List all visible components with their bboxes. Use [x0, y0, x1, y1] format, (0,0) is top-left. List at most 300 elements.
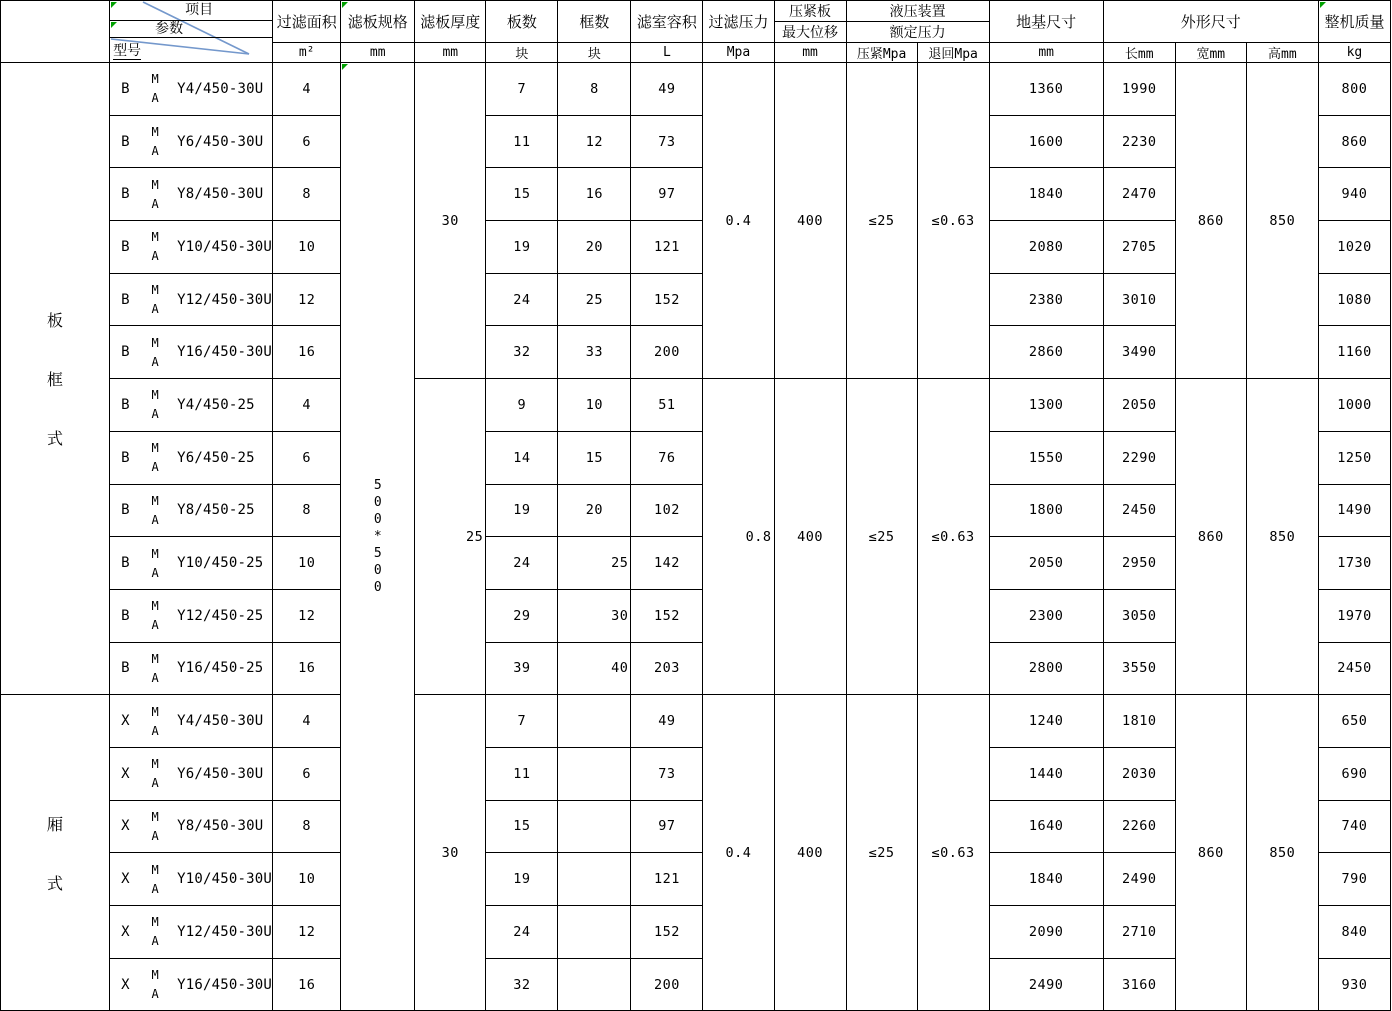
header-filter-area [273, 1, 341, 43]
model-stack-bottom: A [151, 91, 159, 106]
model-cell [110, 642, 273, 695]
frame-count-cell [558, 326, 631, 379]
model-stack-bottom: A [151, 460, 159, 475]
length-cell [1103, 747, 1175, 800]
unit-plate-spec [341, 43, 415, 63]
model-name: Y4/450-30U [177, 80, 264, 97]
weight-cell [1318, 800, 1390, 853]
model-prefix: B [121, 502, 130, 519]
chamber-volume-cell-value: 49 [658, 713, 676, 730]
length-cell-value: 2710 [1121, 923, 1157, 940]
length-cell [1103, 63, 1175, 116]
foundation-cell-value: 1300 [1028, 396, 1064, 413]
foundation-cell-value: 1640 [1028, 818, 1064, 835]
model-name: Y4/450-25 [177, 396, 255, 413]
unit-weight [1318, 43, 1390, 63]
frame-count-cell-value: 25 [585, 291, 604, 308]
weight-cell [1318, 431, 1390, 484]
plate-count-cell-value: 15 [513, 818, 531, 835]
unit-return-rated-latin: Mpa [954, 47, 978, 62]
length-cell-value: 1810 [1121, 713, 1157, 730]
header-plate-spec-text: 滤板规格 [347, 13, 408, 31]
header-hydraulic [846, 1, 989, 22]
unit-filter-area [273, 43, 341, 63]
filter-area-cell-value: 8 [302, 502, 312, 519]
chamber-volume-cell [631, 800, 703, 853]
frame-count-cell [558, 379, 631, 432]
foundation-cell [989, 800, 1103, 853]
model-stack-bottom: A [151, 302, 159, 317]
plate-count-cell-value: 11 [513, 765, 531, 782]
category-label: 板 框 式 [47, 311, 64, 449]
height-cell [1246, 695, 1318, 1011]
model-prefix: B [121, 238, 130, 255]
model-prefix: B [121, 186, 130, 203]
length-cell-value: 2490 [1121, 871, 1157, 888]
foundation-cell [989, 326, 1103, 379]
foundation-cell-value: 2490 [1028, 976, 1064, 993]
header-frame-count [558, 1, 631, 43]
frame-count-cell [558, 221, 631, 274]
plate-count-cell-value: 11 [513, 133, 531, 150]
plate-count-cell [486, 431, 558, 484]
model-prefix: X [121, 923, 130, 940]
unit-press-rated-latin: Mpa [882, 47, 907, 62]
chamber-volume-cell [631, 642, 703, 695]
length-cell-value: 3160 [1121, 976, 1157, 993]
model-name: Y10/450-30U [177, 238, 272, 255]
header-rated-pressure-text: 额定压力 [889, 25, 946, 41]
frame-count-cell-value: 8 [590, 80, 599, 97]
model-prefix: X [121, 765, 130, 782]
weight-cell-value: 1020 [1337, 238, 1372, 255]
width-cell-value: 860 [1197, 844, 1224, 861]
model-prefix: B [121, 291, 130, 308]
weight-cell-value: 740 [1341, 818, 1368, 835]
unit-width-cjk: 宽 [1196, 47, 1210, 62]
header-rated-pressure [846, 22, 989, 43]
model-stack-top: M [151, 283, 159, 298]
plate-count-cell-value: 7 [517, 713, 527, 730]
weight-cell [1318, 379, 1390, 432]
weight-cell-value: 650 [1341, 713, 1368, 730]
foundation-cell [989, 431, 1103, 484]
press-rated-cell [846, 695, 917, 1011]
weight-cell-value: 840 [1341, 923, 1368, 940]
plate-thickness-cell [415, 379, 486, 695]
header-plate-count [486, 1, 558, 43]
width-cell [1175, 63, 1246, 379]
unit-length-mm: mm [1137, 47, 1154, 62]
max-displacement-cell [774, 63, 846, 379]
unit-press-rated-cjk: 压紧 [856, 47, 883, 62]
chamber-volume-cell-value: 121 [653, 871, 680, 888]
filter-area-cell [273, 958, 341, 1011]
unit-height-cjk: 高 [1268, 47, 1282, 62]
foundation-cell-value: 1840 [1028, 871, 1064, 888]
header-filter-pressure-text: 过滤压力 [708, 13, 769, 31]
model-stack-top: M [151, 335, 159, 350]
unit-return-rated-cjk: 退回 [928, 47, 955, 62]
weight-cell-value: 1730 [1337, 555, 1372, 572]
filter-area-cell [273, 537, 341, 590]
unit-filter-pressure [703, 43, 774, 63]
return-rated-cell [917, 63, 989, 379]
length-cell-value: 2030 [1121, 765, 1157, 782]
width-cell-value: 860 [1197, 212, 1224, 229]
max-displacement-cell [774, 379, 846, 695]
frame-count-cell [558, 695, 631, 748]
model-stack-bottom: A [151, 407, 159, 422]
header-filter-area-text: 过滤面积 [276, 13, 337, 31]
model-cell [110, 853, 273, 906]
model-stack [145, 600, 165, 631]
width-cell-value: 860 [1197, 528, 1224, 545]
plate-count-cell [486, 589, 558, 642]
corner-label-project-text: 项目 [185, 2, 214, 18]
unit-width [1175, 43, 1246, 63]
filter-area-cell-value: 4 [302, 713, 312, 730]
length-cell [1103, 431, 1175, 484]
foundation-cell [989, 115, 1103, 168]
frame-count-cell [558, 958, 631, 1011]
model-name: Y6/450-25 [177, 449, 255, 466]
foundation-cell-value: 1240 [1028, 713, 1064, 730]
weight-cell [1318, 958, 1390, 1011]
frame-count-cell [558, 853, 631, 906]
plate-thickness-cell-value: 25 [466, 528, 484, 545]
length-cell [1103, 695, 1175, 748]
filter-area-cell-value: 6 [302, 133, 312, 150]
length-cell [1103, 589, 1175, 642]
press-rated-cell-value: ≤25 [868, 212, 895, 229]
foundation-cell-value: 2860 [1028, 344, 1064, 361]
filter-area-cell [273, 853, 341, 906]
plate-count-cell [486, 695, 558, 748]
plate-count-cell [486, 326, 558, 379]
unit-foundation [989, 43, 1103, 63]
plate-count-cell-value: 29 [513, 607, 531, 624]
frame-count-cell-value: 25 [611, 555, 629, 572]
model-prefix: X [121, 871, 130, 888]
press-rated-cell [846, 63, 917, 379]
model-stack-top: M [151, 546, 159, 561]
weight-cell [1318, 115, 1390, 168]
plate-thickness-cell [415, 63, 486, 379]
model-cell [110, 431, 273, 484]
foundation-cell-value: 2090 [1028, 923, 1064, 940]
plate-count-cell [486, 642, 558, 695]
foundation-cell-value: 2080 [1028, 238, 1064, 255]
chamber-volume-cell-value: 73 [658, 133, 676, 150]
weight-cell-value: 1080 [1337, 291, 1372, 308]
header-overall [1103, 1, 1318, 43]
return-rated-cell [917, 379, 989, 695]
filter-area-cell-value: 8 [302, 818, 312, 835]
weight-cell-value: 1490 [1337, 502, 1372, 519]
chamber-volume-cell-value: 97 [658, 818, 676, 835]
filter-area-cell-value: 10 [298, 871, 316, 888]
plate-count-cell-value: 9 [517, 396, 527, 413]
height-cell [1246, 379, 1318, 695]
model-stack-top: M [151, 599, 159, 614]
model-cell [110, 958, 273, 1011]
chamber-volume-cell-value: 102 [653, 502, 680, 519]
plate-thickness-cell-value: 30 [441, 212, 459, 229]
model-prefix: B [121, 555, 130, 572]
chamber-volume-cell-value: 142 [653, 555, 680, 572]
plate-count-cell [486, 168, 558, 221]
foundation-cell [989, 747, 1103, 800]
model-stack [145, 653, 165, 684]
model-stack-bottom: A [151, 934, 159, 949]
header-plate-spec [341, 1, 415, 43]
header-weight-text: 整机质量 [1324, 13, 1385, 31]
category-cell-plate-frame [1, 63, 110, 695]
weight-cell [1318, 642, 1390, 695]
model-stack [145, 706, 165, 737]
frame-count-cell-value: 40 [611, 660, 629, 677]
model-stack [145, 284, 165, 315]
chamber-volume-cell-value: 121 [653, 238, 680, 255]
return-rated-cell-value: ≤0.63 [931, 528, 975, 545]
model-stack-top: M [151, 915, 159, 930]
filter-area-cell-value: 16 [298, 976, 316, 993]
length-cell [1103, 853, 1175, 906]
model-prefix: B [121, 660, 130, 677]
filter-area-cell [273, 221, 341, 274]
filter-area-cell-value: 12 [298, 291, 316, 308]
header-foundation-text: 地基尺寸 [1016, 13, 1077, 31]
plate-count-cell [486, 221, 558, 274]
filter-area-cell-value: 10 [298, 555, 316, 572]
model-stack-top: M [151, 493, 159, 508]
model-cell [110, 168, 273, 221]
filter-area-cell-value: 6 [302, 449, 312, 466]
model-cell [110, 906, 273, 959]
foundation-cell [989, 537, 1103, 590]
model-stack [145, 758, 165, 789]
filter-area-cell [273, 326, 341, 379]
frame-count-cell-value: 16 [585, 186, 604, 203]
weight-cell [1318, 589, 1390, 642]
foundation-cell-value: 2800 [1028, 660, 1064, 677]
frame-count-cell [558, 589, 631, 642]
max-displacement-cell-value: 400 [797, 212, 823, 229]
weight-cell [1318, 747, 1390, 800]
chamber-volume-cell [631, 115, 703, 168]
length-cell [1103, 906, 1175, 959]
weight-cell-value: 800 [1341, 80, 1368, 97]
return-rated-cell [917, 695, 989, 1011]
model-stack [145, 548, 165, 579]
model-stack [145, 495, 165, 526]
length-cell [1103, 484, 1175, 537]
foundation-cell-value: 1550 [1028, 449, 1064, 466]
model-prefix: B [121, 344, 130, 361]
header-press-plate-text: 压紧板 [789, 4, 832, 20]
foundation-cell [989, 273, 1103, 326]
header-max-displacement [774, 22, 846, 43]
chamber-volume-cell-value: 203 [653, 660, 680, 677]
foundation-cell-value: 2050 [1028, 555, 1064, 572]
model-stack-bottom: A [151, 776, 159, 791]
filter-pressure-cell-value: 0.4 [725, 212, 752, 229]
chamber-volume-cell [631, 906, 703, 959]
foundation-cell [989, 484, 1103, 537]
corner-label-parameter [110, 21, 272, 38]
foundation-cell-value: 1600 [1028, 133, 1064, 150]
plate-count-cell-value: 19 [513, 238, 531, 255]
foundation-cell-value: 1360 [1028, 80, 1064, 97]
frame-count-cell [558, 168, 631, 221]
model-stack [145, 337, 165, 368]
weight-cell [1318, 326, 1390, 379]
length-cell [1103, 273, 1175, 326]
press-rated-cell-value: ≤25 [868, 528, 895, 545]
unit-frame-count [558, 43, 631, 63]
error-indicator-icon [342, 64, 348, 70]
plate-count-cell-value: 32 [513, 344, 531, 361]
unit-foundation-text: mm [1038, 45, 1054, 60]
foundation-cell-value: 1440 [1028, 765, 1064, 782]
filter-area-cell [273, 431, 341, 484]
model-stack [145, 864, 165, 895]
length-cell-value: 2260 [1121, 818, 1157, 835]
weight-cell-value: 1000 [1337, 396, 1372, 413]
foundation-cell [989, 589, 1103, 642]
width-cell [1175, 379, 1246, 695]
model-stack-bottom: A [151, 618, 159, 633]
model-stack [145, 389, 165, 420]
plate-count-cell [486, 115, 558, 168]
length-cell-value: 2230 [1121, 133, 1157, 150]
weight-cell-value: 930 [1341, 976, 1368, 993]
weight-cell-value: 940 [1341, 186, 1368, 203]
filter-area-cell-value: 16 [298, 344, 316, 361]
weight-cell [1318, 853, 1390, 906]
model-stack-bottom: A [151, 196, 159, 211]
header-weight [1318, 1, 1390, 43]
corner-label-project [110, 1, 272, 21]
weight-cell [1318, 484, 1390, 537]
length-cell-value: 3550 [1121, 660, 1157, 677]
foundation-cell [989, 853, 1103, 906]
height-cell-value: 850 [1269, 844, 1296, 861]
unit-filter-pressure-text: Mpa [726, 45, 751, 60]
model-name: Y12/450-30U [177, 291, 272, 308]
model-cell [110, 63, 273, 116]
chamber-volume-cell-value: 73 [658, 765, 676, 782]
filter-area-cell [273, 589, 341, 642]
unit-plate-count [486, 43, 558, 63]
max-displacement-cell-value: 400 [797, 528, 823, 545]
length-cell-value: 3490 [1121, 344, 1157, 361]
model-name: Y16/450-30U [177, 976, 272, 993]
weight-cell [1318, 537, 1390, 590]
model-cell [110, 747, 273, 800]
header-max-displacement-text: 最大位移 [782, 25, 839, 41]
filter-area-cell-value: 4 [302, 396, 312, 413]
foundation-cell-value: 1800 [1028, 502, 1064, 519]
filter-area-cell [273, 747, 341, 800]
model-stack-bottom: A [151, 354, 159, 369]
model-prefix: B [121, 133, 130, 150]
model-cell [110, 589, 273, 642]
model-name: Y8/450-30U [177, 818, 264, 835]
weight-cell-value: 2450 [1337, 660, 1372, 677]
unit-length [1103, 43, 1175, 63]
model-stack-top: M [151, 441, 159, 456]
filter-area-cell [273, 642, 341, 695]
model-prefix: X [121, 976, 130, 993]
model-stack-top: M [151, 177, 159, 192]
unit-length-cjk: 长 [1124, 47, 1138, 62]
filter-area-cell-value: 6 [302, 765, 312, 782]
weight-cell-value: 1250 [1337, 449, 1372, 466]
chamber-volume-cell [631, 431, 703, 484]
filter-area-cell [273, 800, 341, 853]
category-label: 厢 式 [47, 814, 64, 893]
model-stack-bottom: A [151, 881, 159, 896]
model-name: Y16/450-30U [177, 344, 272, 361]
chamber-volume-cell-value: 97 [658, 186, 676, 203]
filter-area-cell-value: 4 [302, 80, 312, 97]
foundation-cell [989, 221, 1103, 274]
chamber-volume-cell [631, 589, 703, 642]
weight-cell [1318, 273, 1390, 326]
model-cell [110, 484, 273, 537]
chamber-volume-cell-value: 152 [653, 291, 680, 308]
weight-cell-value: 790 [1341, 871, 1368, 888]
chamber-volume-cell-value: 152 [653, 923, 680, 940]
frame-count-cell [558, 431, 631, 484]
plate-count-cell-value: 19 [513, 502, 531, 519]
chamber-volume-cell [631, 379, 703, 432]
error-indicator-icon [342, 2, 348, 8]
chamber-volume-cell-value: 152 [653, 607, 680, 624]
length-cell [1103, 168, 1175, 221]
filter-pressure-cell [703, 695, 774, 1011]
unit-chamber-volume [631, 43, 703, 63]
filter-area-cell-value: 12 [298, 607, 316, 624]
return-rated-cell-value: ≤0.63 [931, 844, 975, 861]
model-prefix: B [121, 396, 130, 413]
chamber-volume-cell [631, 958, 703, 1011]
chamber-volume-cell [631, 326, 703, 379]
plate-count-cell-value: 15 [513, 186, 531, 203]
frame-count-cell-value: 20 [585, 238, 604, 255]
plate-thickness-cell [415, 695, 486, 1011]
header-plate-thickness [415, 1, 486, 43]
model-name: Y6/450-30U [177, 765, 264, 782]
chamber-volume-cell [631, 747, 703, 800]
header-overall-text: 外形尺寸 [1180, 13, 1241, 31]
weight-cell-value: 1970 [1337, 607, 1372, 624]
model-stack [145, 126, 165, 157]
weight-cell [1318, 906, 1390, 959]
foundation-cell [989, 695, 1103, 748]
corner-blank-cell [1, 1, 110, 63]
chamber-volume-cell [631, 484, 703, 537]
model-cell [110, 221, 273, 274]
plate-count-cell [486, 273, 558, 326]
frame-count-cell [558, 800, 631, 853]
model-stack-bottom: A [151, 565, 159, 580]
plate-count-cell [486, 958, 558, 1011]
model-stack-bottom: A [151, 144, 159, 159]
max-displacement-cell-value: 400 [797, 844, 823, 861]
